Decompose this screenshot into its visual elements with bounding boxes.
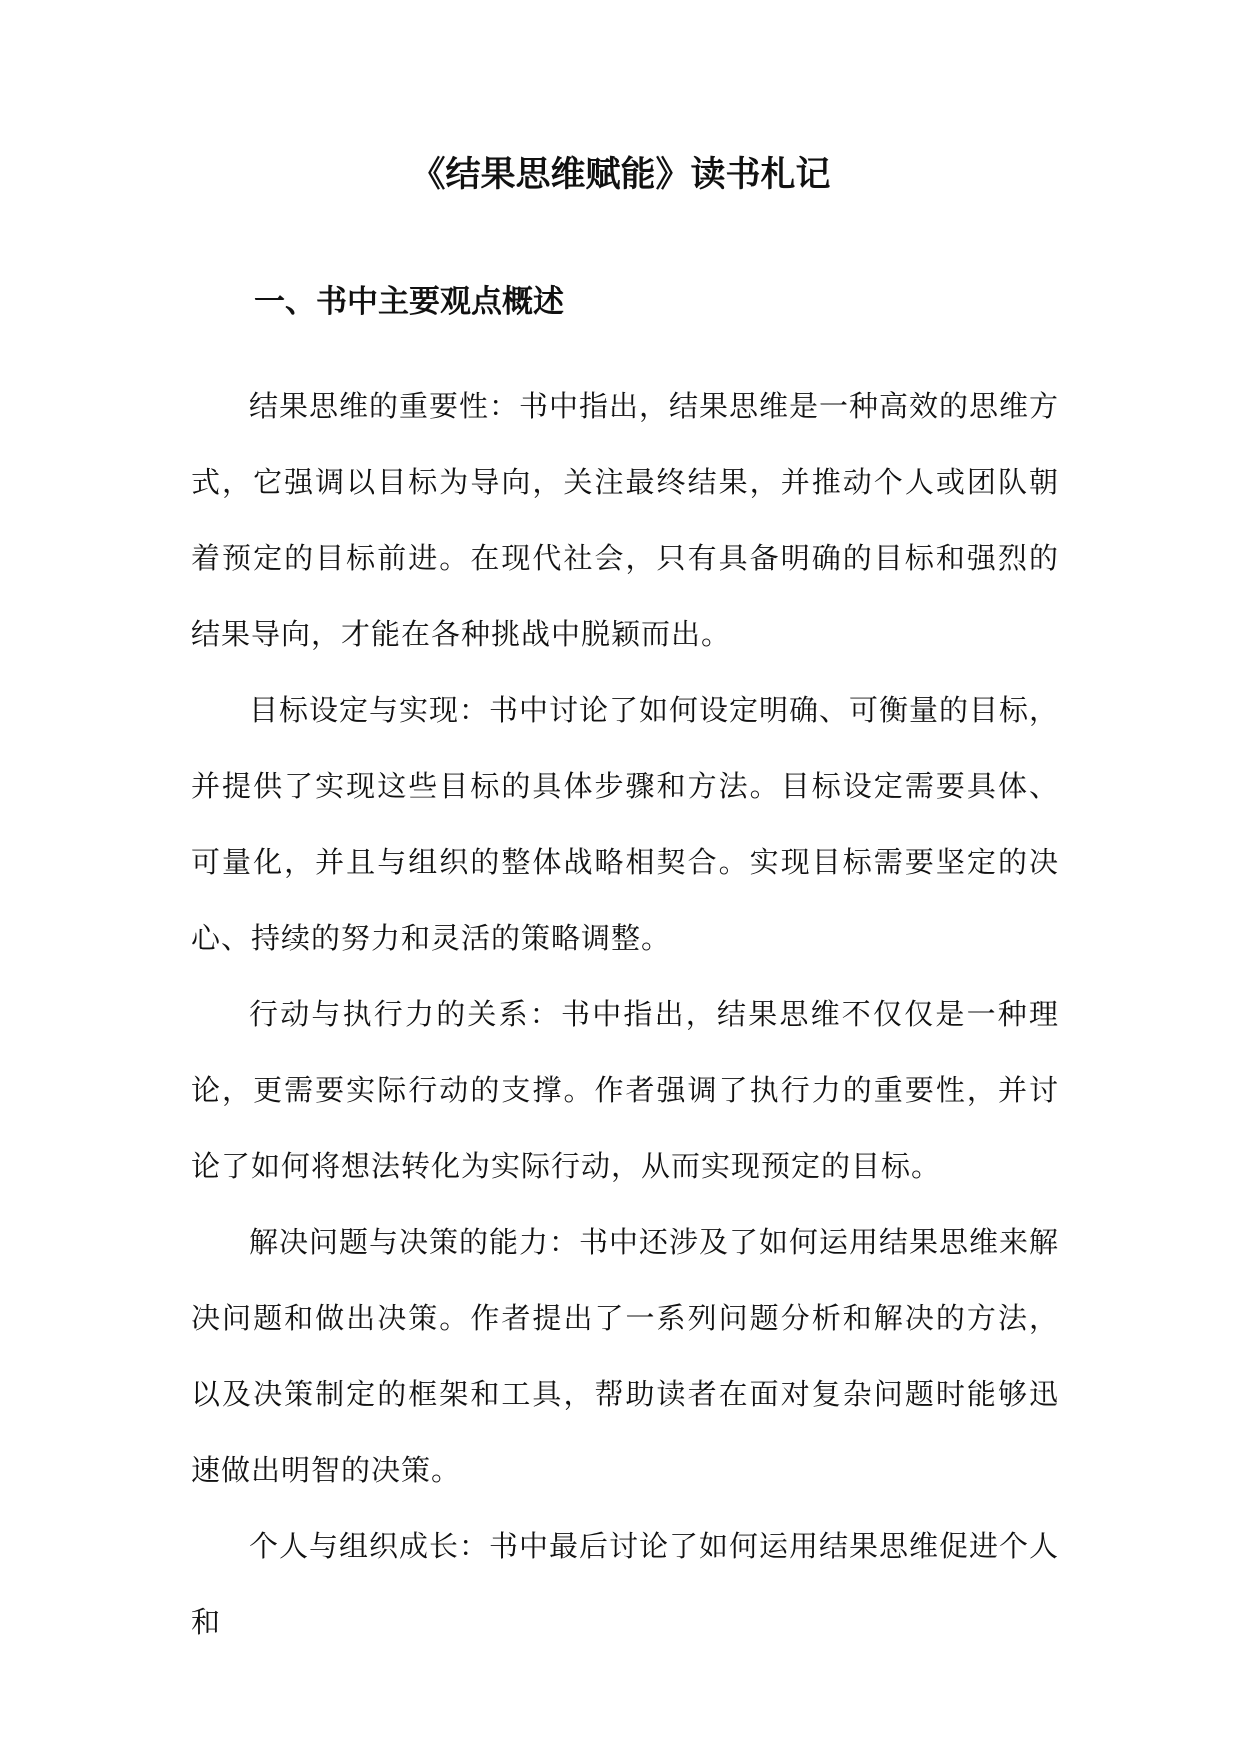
body-text	[191, 368, 1059, 1660]
paragraph-goal-setting: 目标设定与实现：书中讨论了如何设定明确、可衡量的目标，并提供了实现这些目标的具体步骤和方法。目标设定需要具体、可量化，并且与组织的整体战略相契合。实现目标需要坚定的决心、持续的努力和灵活的策略调整。	[191, 693, 1060, 955]
paragraph-growth: 个人与组织成长：书中最后讨论了如何运用结果思维促进个人和	[191, 1529, 1060, 1639]
paragraph-importance: 结果思维的重要性：书中指出，结果思维是一种高效的思维方式，它强调以目标为导向，关注最终结果，并推动个人或团队朝着预定的目标前进。在现代社会，只有具备明确的目标和强烈的结果导向，才能在各种挑战中脱颖而出。	[191, 389, 1060, 651]
document-title: 《结果思维赋能》读书札记	[410, 155, 831, 195]
section-heading: 一、书中主要观点概述	[254, 284, 564, 320]
paragraph-decision-making: 解决问题与决策的能力：书中还涉及了如何运用结果思维来解决问题和做出决策。作者提出了一系列问题分析和解决的方法，以及决策制定的框架和工具，帮助读者在面对复杂问题时能够迅速做出明智的决策。	[191, 1225, 1060, 1487]
paragraph-execution: 行动与执行力的关系：书中指出，结果思维不仅仅是一种理论，更需要实际行动的支撑。作者强调了执行力的重要性，并讨论了如何将想法转化为实际行动，从而实现预定的目标。	[191, 997, 1059, 1183]
